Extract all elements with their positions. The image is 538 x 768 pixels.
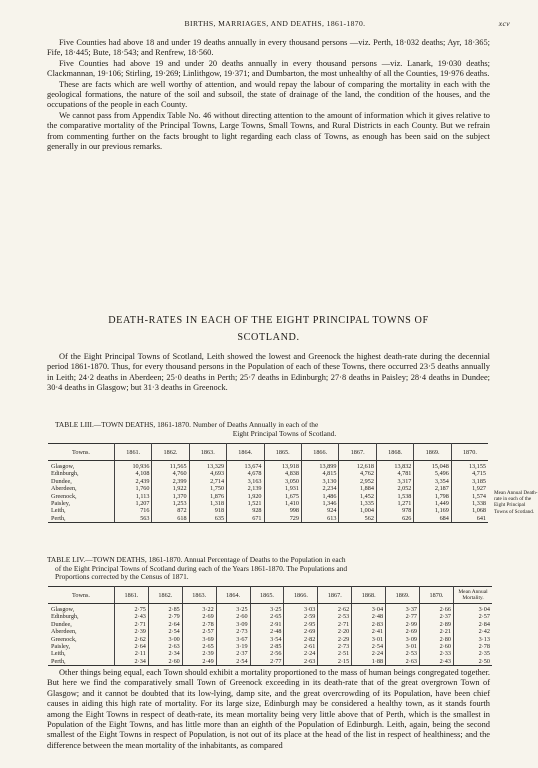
table-cell: 1,335 — [339, 500, 376, 507]
table-row — [48, 493, 488, 500]
table-header-row — [48, 587, 492, 604]
column-header: Mean Annual Mortality. — [454, 587, 493, 604]
table-cell: 2,952 — [339, 478, 376, 485]
table-cell: 2·53 — [386, 650, 420, 657]
table-cell: 635 — [189, 515, 226, 523]
side-note: Mean Annual Death-rate in each of the Eight Principal Towns of Scotland. — [494, 490, 538, 515]
table-cell: 2·65 — [250, 613, 284, 620]
table-cell: 2·48 — [352, 613, 386, 620]
column-header: 1868. — [376, 444, 413, 461]
table-cell: 2·66 — [420, 604, 454, 614]
table-row — [48, 658, 492, 666]
table-cell: 2,399 — [152, 478, 189, 485]
table-cell: 5,496 — [414, 470, 451, 477]
table-cell: 2·78 — [478, 643, 490, 651]
table-cell: 1,760 — [115, 485, 152, 492]
table-cell: 1,922 — [152, 485, 189, 492]
table-cell: 2·57 — [478, 613, 490, 621]
column-header: 1863. — [182, 587, 216, 604]
table-cell: 729 — [264, 515, 301, 523]
column-header: 1869. — [386, 587, 420, 604]
table-cell: 2·41 — [352, 628, 386, 635]
section-title-line: DEATH-RATES IN EACH OF THE EIGHT PRINCIPAL TOWNS OF — [108, 315, 429, 326]
table-54 — [48, 586, 492, 666]
table-row — [48, 643, 492, 650]
row-town-cell: Paisley, — [48, 643, 115, 650]
table-cell: 2·71 — [318, 621, 352, 628]
table-cell: 626 — [376, 515, 413, 523]
table-cell: 3·09 — [216, 621, 250, 628]
table-cell: 2·63 — [386, 658, 420, 666]
table-cell: 2·61 — [284, 643, 318, 650]
row-town-cell: Edinburgh, — [48, 613, 115, 620]
table-cell: 2·48 — [250, 628, 284, 635]
caption-line: TABLE LIV.—TOWN DEATHS, 1861-1870. Annual Percentage of Deaths to the Population in each — [47, 555, 346, 564]
table-cell: 15,048 — [414, 461, 451, 471]
column-header: 1862. — [152, 444, 189, 461]
table-cell: 563 — [115, 515, 152, 523]
column-header: 1867. — [339, 444, 376, 461]
table-cell: 2·91 — [250, 621, 284, 628]
section-title-line: SCOTLAND. — [237, 332, 300, 343]
column-header: 1870. — [451, 444, 488, 461]
table-cell: 1,920 — [227, 493, 264, 500]
table-cell: 1,318 — [189, 500, 226, 507]
table-cell: 2·57 — [182, 628, 216, 635]
table-cell: 1,338 — [472, 500, 486, 508]
table-cell: 3·37 — [386, 604, 420, 614]
table-cell: 2·69 — [284, 628, 318, 635]
table-cell: 2·60 — [216, 613, 250, 620]
caption-line: TABLE LIII.—TOWN DEATHS, 1861-1870. Number of Deaths Annually in each of the — [55, 420, 319, 429]
table-cell: 2·49 — [182, 658, 216, 666]
table-cell: 671 — [227, 515, 264, 523]
table-cell: 11,565 — [152, 461, 189, 471]
table-cell: 13,674 — [227, 461, 264, 471]
running-head — [40, 19, 510, 28]
row-town-cell: Dundee, — [48, 621, 115, 628]
table-cell: 2·63 — [284, 658, 318, 666]
table-cell: 2·15 — [318, 658, 352, 666]
table-cell: 1,876 — [189, 493, 226, 500]
column-header: 1868. — [352, 587, 386, 604]
table-cell: 2·42 — [478, 628, 490, 636]
table-cell: 2·35 — [478, 650, 490, 658]
table-cell: 2·89 — [420, 621, 454, 628]
table-cell: 613 — [301, 515, 338, 523]
row-town-cell: Paisley, — [48, 500, 115, 507]
table-53-caption — [47, 421, 490, 438]
table-cell: 684 — [414, 515, 451, 523]
table-cell: 2·64 — [115, 643, 149, 650]
table-cell: 2·39 — [115, 628, 149, 635]
table-row — [48, 461, 488, 471]
table-cell: 924 — [301, 507, 338, 514]
table-row — [48, 500, 488, 507]
table-cell: 3·09 — [386, 636, 420, 643]
table-cell: 2·54 — [216, 658, 250, 666]
table-cell: 1,574 — [472, 492, 486, 500]
table-row — [48, 621, 492, 628]
table-cell: 3·04 — [478, 606, 490, 613]
table-cell: 13,832 — [376, 461, 413, 471]
table-cell: 1,253 — [152, 500, 189, 507]
table-cell: 2·75 — [115, 604, 149, 614]
table-cell: 3,163 — [227, 478, 264, 485]
table-cell: 2·34 — [148, 650, 182, 657]
table-cell: 641 — [451, 515, 488, 523]
table-cell: 716 — [115, 507, 152, 514]
table-cell: 4,715 — [472, 470, 486, 478]
table-cell: 2·77 — [386, 613, 420, 620]
column-header: Towns. — [48, 444, 115, 461]
table-cell: 2·59 — [284, 613, 318, 620]
table-cell: 1,538 — [376, 493, 413, 500]
column-header: Towns. — [48, 587, 115, 604]
row-town-cell: Perth, — [48, 515, 115, 523]
table-cell: 2·54 — [352, 643, 386, 650]
table-cell: 2·69 — [182, 613, 216, 620]
table-cell: 1,169 — [414, 507, 451, 514]
table-cell: 1,004 — [339, 507, 376, 514]
table-cell: 2·73 — [318, 643, 352, 650]
table-cell: 998 — [264, 507, 301, 514]
row-town-cell: Dundee, — [48, 478, 115, 485]
table-cell: 2,439 — [115, 478, 152, 485]
paragraph: Of the Eight Principal Towns of Scotland, Leith showed the lowest and Greenock the highest death-rate during the decennial period 1861-1870. Thus, for every thousand persons in the Population of each of these Towns, there occurred 23·5 deaths annually in Leith; 24·2 deaths in Aberdeen; 25·0 deaths in Perth; 25·7 deaths in Edinburgh; 27·8 deaths in Paisley; 28·4 deaths in Dundee; 30·4 deaths in Glasgow; but 31·3 deaths in Greenock. — [47, 352, 490, 393]
row-town-cell: Leith, — [48, 507, 115, 514]
table-cell: 2·73 — [216, 628, 250, 635]
table-cell: 4,678 — [227, 470, 264, 477]
table-cell: 3·04 — [352, 604, 386, 614]
table-cell: 3·01 — [386, 643, 420, 650]
table-row — [48, 604, 492, 614]
column-header: 1864. — [227, 444, 264, 461]
table-cell: 4,760 — [152, 470, 189, 477]
table-cell: 928 — [227, 507, 264, 514]
table-54-caption — [47, 556, 490, 582]
table-row — [48, 507, 488, 514]
table-cell: 3,185 — [472, 477, 486, 485]
table-cell: 2·60 — [420, 643, 454, 650]
table-cell: 2·56 — [250, 650, 284, 657]
table-cell: 562 — [339, 515, 376, 523]
table-cell: 12,618 — [339, 461, 376, 471]
table-cell: 1,750 — [189, 485, 226, 492]
table-cell: 2·95 — [284, 621, 318, 628]
table-cell: 2·20 — [318, 628, 352, 635]
table-cell: 2·79 — [148, 613, 182, 620]
table-cell: 3·19 — [216, 643, 250, 650]
table-cell: 1,452 — [339, 493, 376, 500]
table-cell: 2·62 — [318, 604, 352, 614]
table-cell: 2·43 — [115, 613, 149, 620]
table-cell: 2·24 — [284, 650, 318, 657]
top-text-block — [47, 38, 490, 152]
table-cell: 2,714 — [189, 478, 226, 485]
table-cell: 2·34 — [115, 658, 149, 666]
table-cell: 4,838 — [264, 470, 301, 477]
table-cell: 2,139 — [227, 485, 264, 492]
table-cell: 13,329 — [189, 461, 226, 471]
column-header: 1866. — [284, 587, 318, 604]
running-head-title: BIRTHS, MARRIAGES, AND DEATHS, 1861-1870. — [184, 19, 366, 28]
table-cell: 2·60 — [148, 658, 182, 666]
row-town-cell: Leith, — [48, 650, 115, 657]
table-cell: 4,693 — [189, 470, 226, 477]
table-cell: 1,675 — [264, 493, 301, 500]
row-town-cell: Edinburgh, — [48, 470, 115, 477]
table-cell: 2·85 — [250, 643, 284, 650]
column-header: 1864. — [216, 587, 250, 604]
table-cell: 2·53 — [318, 613, 352, 620]
table-cell: 2·71 — [115, 621, 149, 628]
section-text-block — [47, 352, 490, 394]
table-cell: 2·84 — [478, 620, 490, 628]
table-cell: 2·69 — [386, 628, 420, 635]
table-cell: 618 — [152, 515, 189, 523]
table-cell: 2·37 — [420, 613, 454, 620]
column-header: 1863. — [189, 444, 226, 461]
column-header: 1862. — [148, 587, 182, 604]
table-cell: 3·67 — [216, 636, 250, 643]
table-cell: 3·01 — [352, 636, 386, 643]
row-town-cell: Aberdeen, — [48, 628, 115, 635]
table-cell: 3·25 — [250, 604, 284, 614]
table-cell: 1,113 — [115, 493, 152, 500]
table-cell: 1,207 — [115, 500, 152, 507]
table-cell: 4,815 — [301, 470, 338, 477]
table-cell: 2,187 — [414, 485, 451, 492]
table-cell: 4,762 — [339, 470, 376, 477]
table-cell: 2·50 — [454, 658, 493, 666]
table-cell: 3·25 — [216, 604, 250, 614]
table-cell: 4,108 — [115, 470, 152, 477]
table-row — [48, 636, 492, 643]
table-cell: 1,370 — [152, 493, 189, 500]
bottom-text-block — [47, 668, 490, 751]
column-header: 1866. — [301, 444, 338, 461]
column-header: 1865. — [264, 444, 301, 461]
table-cell: 2·37 — [216, 650, 250, 657]
table-cell: 1,068 — [472, 507, 486, 515]
table-cell: 1·88 — [352, 658, 386, 666]
table-cell: 1,486 — [301, 493, 338, 500]
table-cell: 2·82 — [284, 636, 318, 643]
table-cell: 2,234 — [301, 485, 338, 492]
table-row — [48, 485, 488, 492]
column-header: 1869. — [414, 444, 451, 461]
table-cell: 2·65 — [182, 643, 216, 650]
table-cell: 1,521 — [227, 500, 264, 507]
table-cell: 1,271 — [376, 500, 413, 507]
caption-line: of the Eight Principal Towns of Scotland during each of the Years 1861-1870. The Populations and — [55, 563, 348, 573]
table-cell: 2·77 — [250, 658, 284, 666]
table-row — [48, 613, 492, 620]
caption-line: Eight Principal Towns of Scotland. — [232, 428, 337, 438]
table-cell: 2·21 — [420, 628, 454, 635]
table-cell: 2,052 — [376, 485, 413, 492]
row-town-cell: Greenock, — [48, 493, 115, 500]
column-header: 1861. — [115, 587, 149, 604]
column-header: 1865. — [250, 587, 284, 604]
table-cell: 1,931 — [264, 485, 301, 492]
table-cell: 2·24 — [352, 650, 386, 657]
table-cell: 13,918 — [264, 461, 301, 471]
table-cell: 2·54 — [148, 628, 182, 635]
table-cell: 1,798 — [414, 493, 451, 500]
table-cell: 2·80 — [420, 636, 454, 643]
table-cell: 3·69 — [182, 636, 216, 643]
table-row — [48, 515, 488, 523]
paragraph: These are facts which are well worthy of attention, and would repay the labour of comparing the mortality in each with the geological formations, the nature of the soil and subsoil, the state of drainage of the land, the condition of the houses, and the occupations of the people in each County. — [47, 79, 490, 110]
table-row — [48, 470, 488, 477]
table-cell: 1,410 — [264, 500, 301, 507]
table-cell: 1,884 — [339, 485, 376, 492]
row-town-cell: Aberdeen, — [48, 485, 115, 492]
table-cell: 3·54 — [250, 636, 284, 643]
page-number: xcv — [498, 19, 510, 28]
table-cell: 2·85 — [148, 604, 182, 614]
table-cell: 2·78 — [182, 621, 216, 628]
table-cell: 2·64 — [148, 621, 182, 628]
section-title — [47, 312, 490, 346]
table-cell: 2·11 — [115, 650, 149, 657]
table-cell: 3,354 — [414, 478, 451, 485]
table-cell: 3·13 — [478, 635, 490, 643]
table-cell: 2·39 — [182, 650, 216, 657]
table-cell: 13,899 — [301, 461, 338, 471]
table-cell: 2·83 — [352, 621, 386, 628]
table-cell: 2·99 — [386, 621, 420, 628]
table-cell: 978 — [376, 507, 413, 514]
table-cell: 3,317 — [376, 478, 413, 485]
table-cell: 3·00 — [148, 636, 182, 643]
column-header: 1861. — [115, 444, 152, 461]
table-cell: 2·62 — [115, 636, 149, 643]
table-cell: 1,346 — [301, 500, 338, 507]
table-cell: 10,936 — [115, 461, 152, 471]
table-cell: 872 — [152, 507, 189, 514]
table-53 — [48, 443, 488, 523]
table-row — [48, 478, 488, 485]
paragraph: Five Counties had above 18 and under 19 deaths annually in every thousand persons —viz. Perth, 18·032 deaths; Ayr, 18·365; Fife, 18·445; Bute, 18·543; and Renfrew, 18·560. — [47, 38, 490, 58]
table-cell: 1,449 — [414, 500, 451, 507]
table-cell: 3·03 — [284, 604, 318, 614]
table-header-row — [48, 444, 488, 461]
row-town-cell: Glasgow, — [48, 461, 115, 471]
caption-line: Proportions corrected by the Census of 1871. — [55, 572, 189, 582]
table-cell: 3·22 — [182, 604, 216, 614]
row-town-cell: Greenock, — [48, 636, 115, 643]
paragraph: Other things being equal, each Town should exhibit a mortality proportioned to the mass of human beings congregated together. But here we find the comparatively small Town of Greenock exceeding in its death-rate that of the great overgrown Town of Glasgow; and it cannot be doubted that its low-lying, damp site, and the great overcrowding of its Population, have been chief causes in aiding this high rate of mortality. For its large size, Edinburgh may be considered a healthy town, as it stands fourth among the Eight Towns in respect of death-rate, its mean mortality being very little above that of Perth, which is the smallest in Population of the Eight Towns, and has little more than an eighth of the Population of Edinburgh. Leith, again, being the second smallest of the Eight Towns in respect of Population, is not out of its place at the head of the list in respect of healthiness; and the difference between the mean mortality of the inhabitants, as compared — [47, 668, 490, 750]
table-cell: 4,781 — [376, 470, 413, 477]
table-cell: 2·51 — [318, 650, 352, 657]
paragraph: Five Counties had above 19 and under 20 deaths annually in every thousand persons —viz. Lanark, 19·030 deaths; Clackmannan, 19·106; Stirling, 19·269; Linlithgow, 19·371; and Dumbarton, the most unhealthy of all the Counties, 19·976 deaths. — [47, 58, 490, 79]
table-cell: 2·33 — [420, 650, 454, 657]
table-cell: 3,130 — [301, 478, 338, 485]
table-cell: 2·63 — [148, 643, 182, 650]
table-row — [48, 628, 492, 635]
row-town-cell: Glasgow, — [48, 604, 115, 614]
row-town-cell: Perth, — [48, 658, 115, 666]
table-cell: 2·43 — [420, 658, 454, 666]
table-cell: 13,155 — [468, 463, 486, 470]
table-cell: 918 — [189, 507, 226, 514]
paragraph: We cannot pass from Appendix Table No. 46 without directing attention to the amount of information which it gives relative to the comparative mortality of the Principal Towns, Large Towns, Small Towns, and Rural Districts in each County. But we refrain from commenting further on the facts brought to light regarding each class of Towns, as enough has been said on the subject generally in our previous remarks. — [47, 110, 490, 152]
table-cell: 3,050 — [264, 478, 301, 485]
table-cell: 1,927 — [472, 485, 486, 493]
table-cell: 2·29 — [318, 636, 352, 643]
column-header: 1867. — [318, 587, 352, 604]
table-row — [48, 650, 492, 657]
column-header: 1870. — [420, 587, 454, 604]
